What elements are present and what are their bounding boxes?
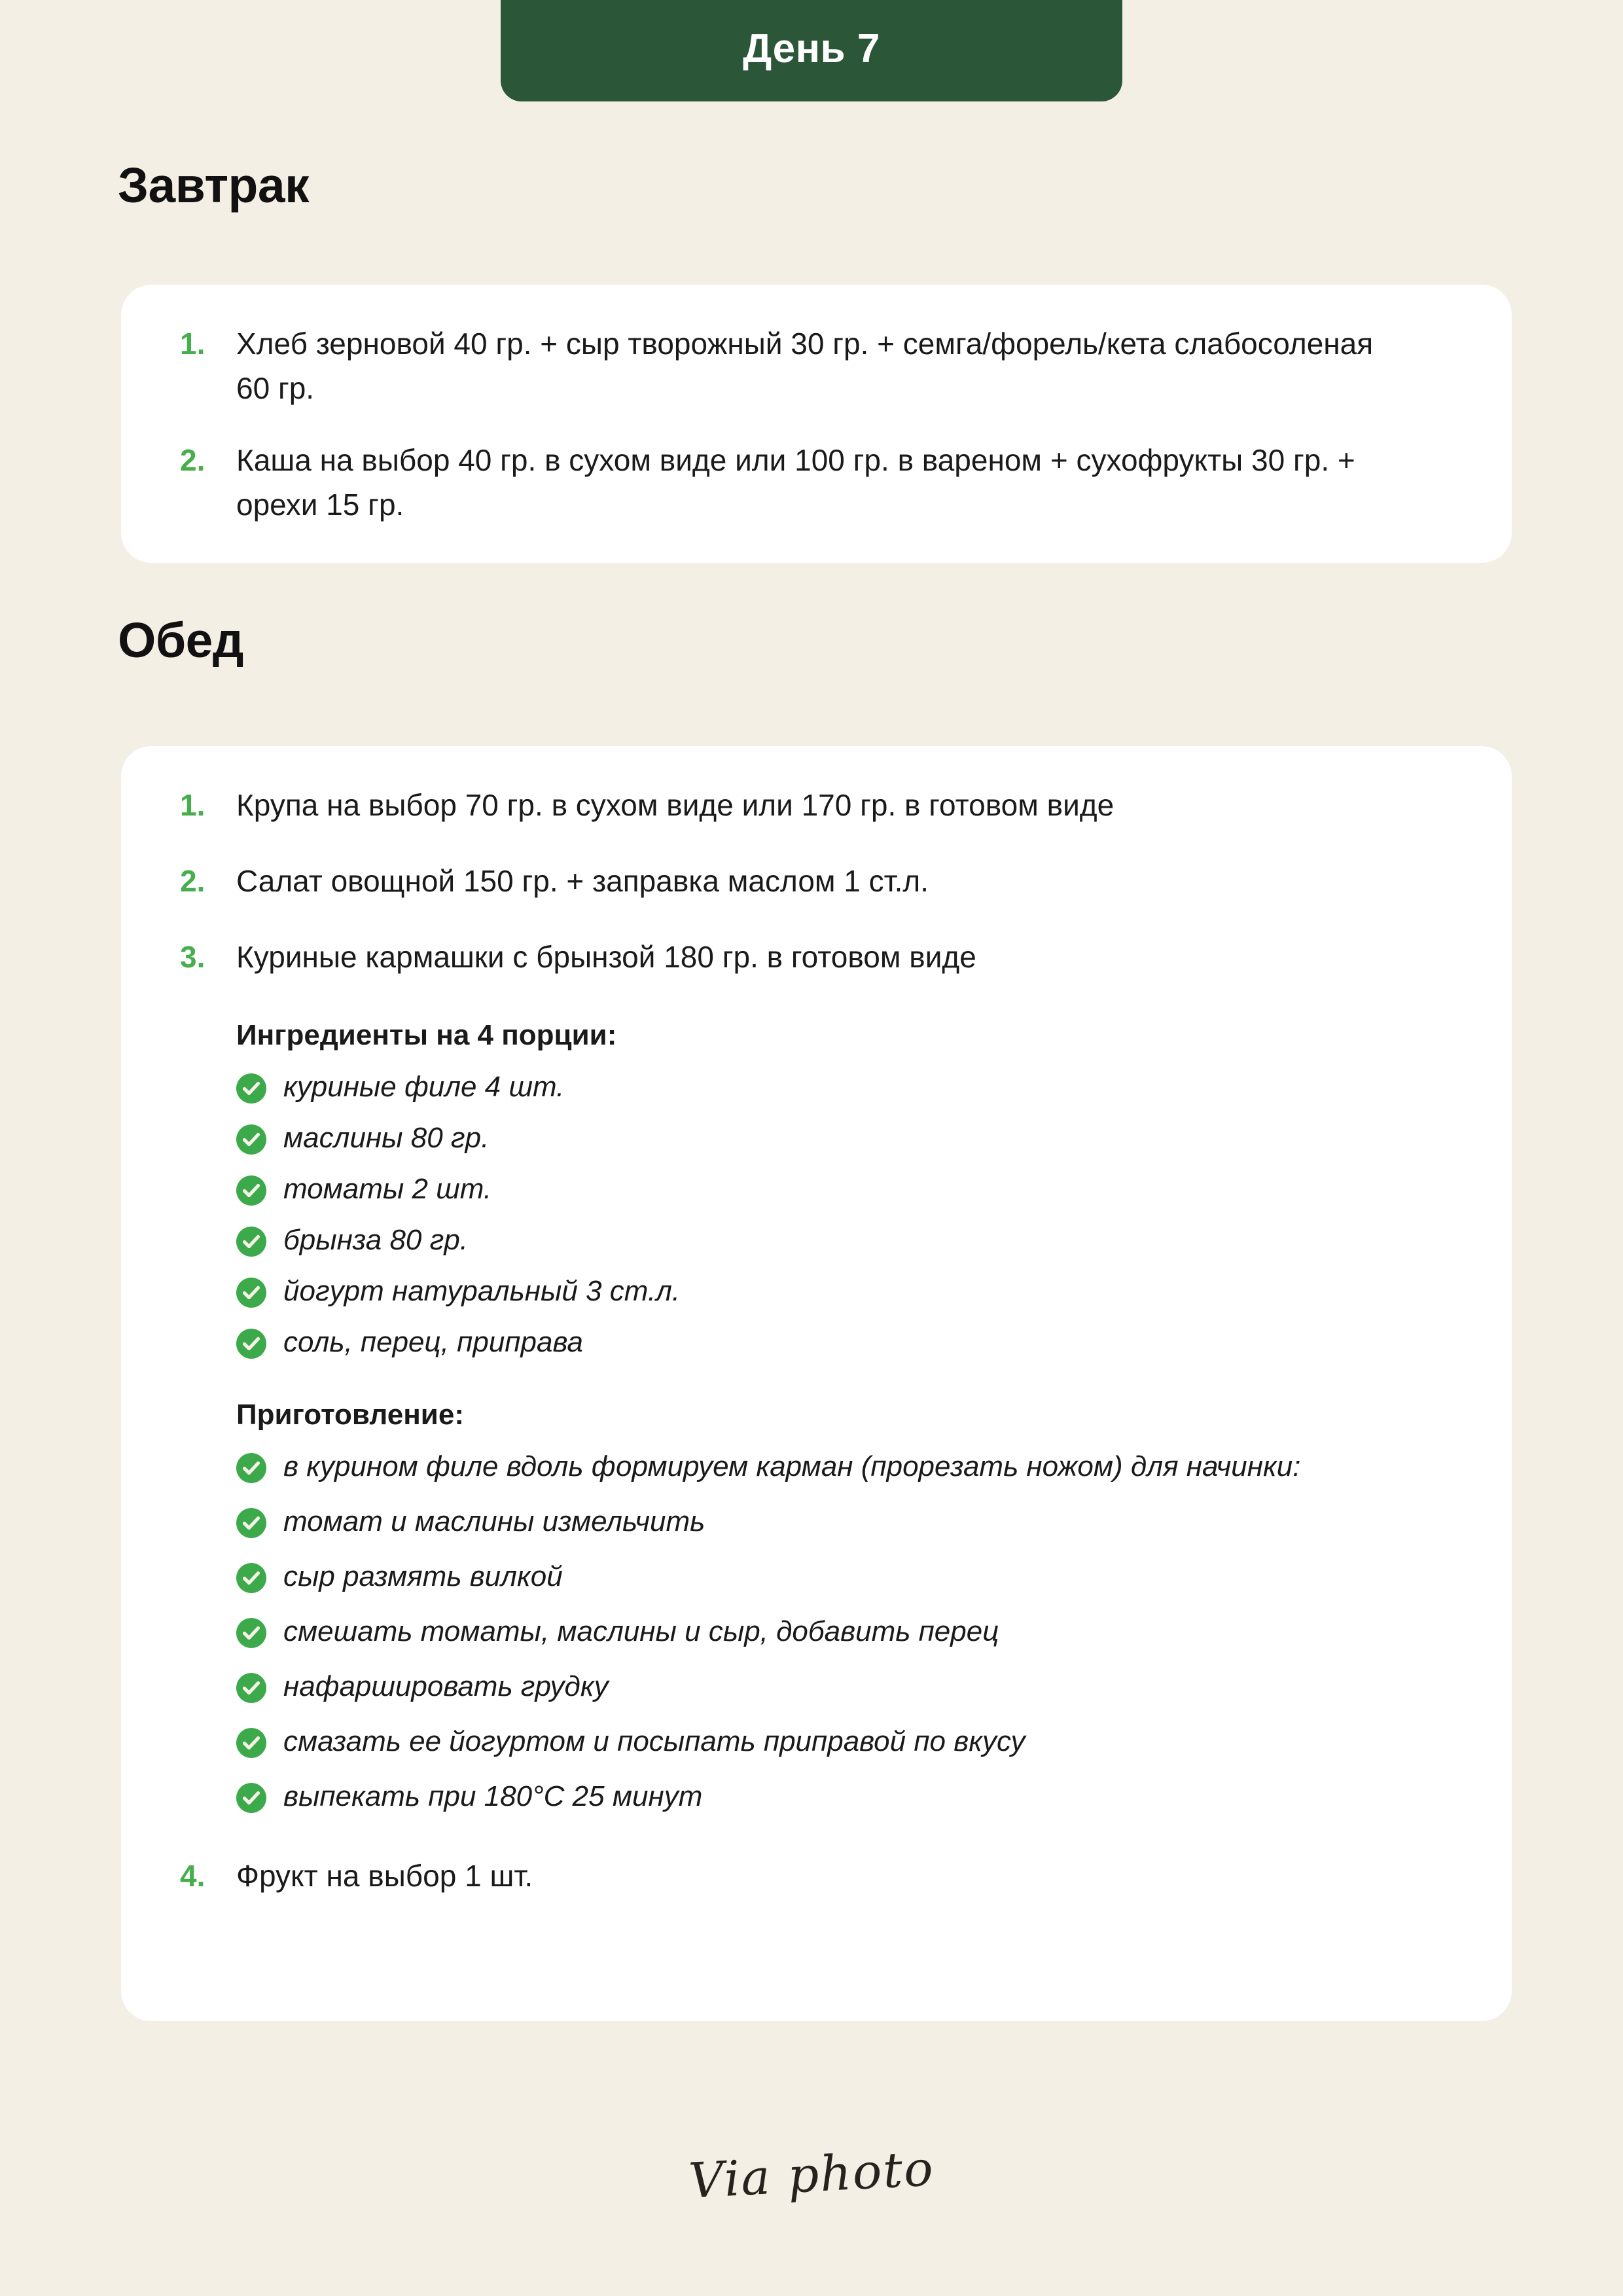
ingredient-item [236,1067,1453,1107]
list-item-text: Каша на выбор 40 гр. в сухом виде или 100 гр. в вареном + сухофрукты 30 гр. + орехи 15 гр. [236,443,1355,522]
ingredient-text: томаты 2 шт. [283,1173,492,1205]
day-badge: День 7 [501,0,1122,101]
preparation-item [236,1776,1453,1817]
check-circle-icon [236,1322,283,1359]
section-heading-breakfast: Завтрак [118,158,310,213]
list-item [180,1854,1453,1898]
day-badge-container [0,0,1623,101]
section-heading-lunch: Обед [118,613,243,668]
ingredients-list [236,1067,1453,1363]
check-circle-icon [236,1169,283,1206]
preparation-text: выпекать при 180°C 25 минут [283,1780,703,1812]
preparation-item [236,1501,1453,1542]
list-item-number: 1. [180,788,205,822]
list-item-text: Салат овощной 150 гр. + заправка маслом 1 ст.л. [236,864,929,898]
list-item-number: 1. [180,327,205,361]
preparation-text: томат и маслины измельчить [283,1505,705,1537]
preparation-item [236,1556,1453,1597]
ingredient-text: куриные филе 4 шт. [283,1071,565,1103]
list-item [180,321,1453,410]
preparation-list [236,1446,1453,1817]
preparation-title: Приготовление: [236,1399,464,1431]
list-item-text: Фрукт на выбор 1 шт. [236,1859,533,1893]
ingredient-item [236,1322,1453,1363]
breakfast-list [180,321,1453,527]
signature-watermark: Via photo [687,2140,936,2210]
check-circle-icon [236,1118,283,1155]
preparation-text: в курином филе вдоль формируем карман (прорезать ножом) для начинки: [283,1450,1301,1482]
check-circle-icon [236,1446,283,1483]
check-circle-icon [236,1776,283,1813]
check-circle-icon [236,1220,283,1257]
breakfast-card [121,285,1512,563]
preparation-text: смазать ее йогуртом и посыпать приправой по вкусу [283,1725,1026,1757]
lunch-list [180,783,1453,1898]
preparation-item [236,1666,1453,1707]
list-item-number: 2. [180,864,205,898]
list-item [180,859,1453,903]
list-item [180,438,1453,527]
recipe-ingredients-block [236,1016,1453,1363]
ingredient-item [236,1169,1453,1210]
ingredient-text: брынза 80 гр. [283,1224,469,1256]
check-circle-icon [236,1666,283,1703]
check-circle-icon [236,1721,283,1758]
ingredient-text: маслины 80 гр. [283,1122,490,1154]
preparation-item [236,1446,1453,1487]
ingredient-item [236,1271,1453,1312]
recipe-preparation-block [236,1395,1453,1817]
list-item-number: 3. [180,940,205,974]
check-circle-icon [236,1501,283,1538]
list-item-text: Хлеб зерновой 40 гр. + сыр творожный 30 гр. + семга/форель/кета слабосоленая 60 гр. [236,327,1374,405]
list-item-number: 2. [180,443,205,477]
preparation-text: нафаршировать грудку [283,1670,609,1702]
check-circle-icon [236,1271,283,1308]
ingredients-title: Ингредиенты на 4 порции: [236,1019,617,1051]
preparation-text: смешать томаты, маслины и сыр, добавить перец [283,1615,999,1647]
list-item [180,935,1453,979]
ingredient-item [236,1118,1453,1158]
ingredient-text: йогурт натуральный 3 ст.л. [283,1275,681,1307]
check-circle-icon [236,1556,283,1593]
ingredient-item [236,1220,1453,1261]
list-item-number: 4. [180,1859,205,1893]
lunch-card [121,746,1512,2021]
list-item-text: Куриные кармашки с брынзой 180 гр. в готовом виде [236,940,976,974]
preparation-item [236,1721,1453,1762]
list-item-text: Крупа на выбор 70 гр. в сухом виде или 170 гр. в готовом виде [236,788,1115,822]
check-circle-icon [236,1067,283,1103]
list-item [180,783,1453,827]
check-circle-icon [236,1611,283,1648]
preparation-item [236,1611,1453,1652]
preparation-text: сыр размять вилкой [283,1560,563,1592]
ingredient-text: соль, перец, приправа [283,1326,583,1358]
